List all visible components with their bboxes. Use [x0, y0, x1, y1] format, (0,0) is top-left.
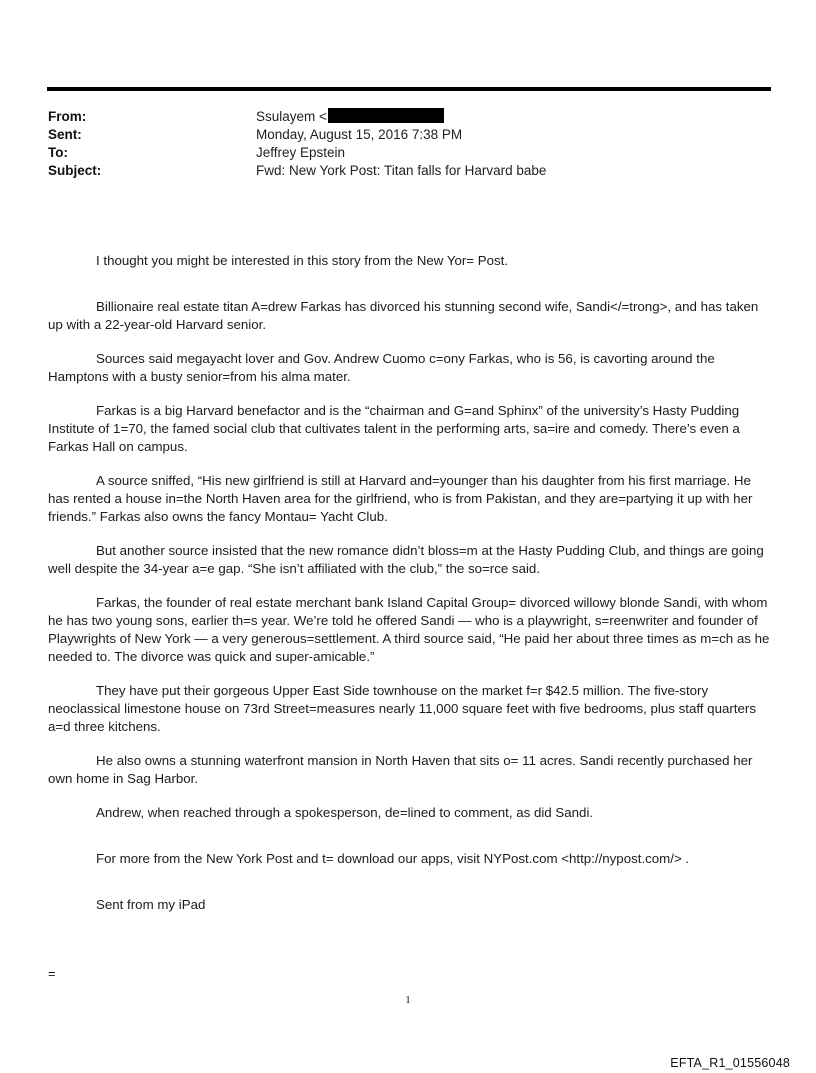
- body-paragraph: A source sniffed, “His new girlfriend is still at Harvard and=younger than his daughter from his first marriage. He has rented a house in=the North Haven area for the girlfriend, who is from Pakistan, and they are=partying it up with her friends.” Farkas also owns the fancy Montau= Yacht Club.: [48, 473, 753, 524]
- body-paragraph: He also owns a stunning waterfront mansion in North Haven that sits o= 11 acres. Sandi recently purchased her own home in Sag Harbor.: [48, 753, 753, 786]
- from-value: [256, 108, 444, 126]
- sent-value: Monday, August 15, 2016 7:38 PM: [256, 127, 463, 142]
- body-paragraph: They have put their gorgeous Upper East Side townhouse on the market f=r $42.5 million. The five-story neoclassical limestone house on 73rd Street=measures nearly 11,000 square feet with five bedrooms, plus staff quarters a=d three kitchens.: [48, 683, 756, 734]
- from-label: From:: [48, 109, 87, 124]
- to-label: To:: [48, 145, 68, 160]
- body-paragraph: But another source insisted that the new romance didn’t bloss=m at the Hasty Pudding Club, and things are going well despite the 34-year a=e gap. “She isn’t affiliated with the club,” the so=rce said.: [48, 543, 764, 576]
- header-rule: [47, 87, 771, 91]
- to-row: [48, 144, 768, 162]
- to-value: Jeffrey Epstein: [256, 145, 346, 160]
- sent-row: [48, 126, 768, 144]
- signature: Sent from my iPad: [96, 897, 206, 912]
- body-paragraph: Sources said megayacht lover and Gov. Andrew Cuomo c=ony Farkas, who is 56, is cavorting around the Hamptons with a busty senior=from his alma mater.: [48, 351, 715, 384]
- body-paragraph: Andrew, when reached through a spokesperson, de=lined to comment, as did Sandi.: [96, 805, 594, 820]
- body-paragraph: Billionaire real estate titan A=drew Farkas has divorced his stunning second wife, Sandi</=trong>, and has taken up with a 22-year-old Harvard senior.: [48, 299, 759, 332]
- sent-label: Sent:: [48, 127, 82, 142]
- body-paragraph: Farkas, the founder of real estate merchant bank Island Capital Group= divorced willowy blonde Sandi, with whom he has two young sons, earlier th=s year. We’re told he offered Sandi — who is a playwright, s=reenwriter and founder of Playwrights of New York — a very generous=settlement. A third source said, “He paid her about three times as m=ch as he needed to. The divorce was quick and super-amicable.”: [48, 595, 770, 664]
- trailing-equals: =: [48, 966, 56, 981]
- intro-paragraph: I thought you might be interested in this story from the New Yor= Post.: [96, 253, 509, 268]
- email-body: [48, 252, 770, 914]
- redaction-box: [328, 108, 444, 123]
- page-number: 1: [405, 994, 411, 1006]
- subject-value: Fwd: New York Post: Titan falls for Harvard babe: [256, 163, 547, 178]
- subject-row: [48, 162, 768, 180]
- email-header: [48, 108, 768, 180]
- body-paragraph: Farkas is a big Harvard benefactor and is the “chairman and G=and Sphinx” of the university’s Hasty Pudding Institute of 1=70, the famed social club that cultivates talent in the performing arts, sa=ire and comedy. There’s even a Farkas Hall on campus.: [48, 403, 740, 454]
- from-row: [48, 108, 768, 126]
- more-paragraph: For more from the New York Post and t= download our apps, visit NYPost.com <http://nypost.com/> .: [96, 851, 690, 866]
- from-name: Ssulayem <: [256, 109, 327, 124]
- document-id: EFTA_R1_01556048: [670, 1056, 790, 1070]
- subject-label: Subject:: [48, 163, 102, 178]
